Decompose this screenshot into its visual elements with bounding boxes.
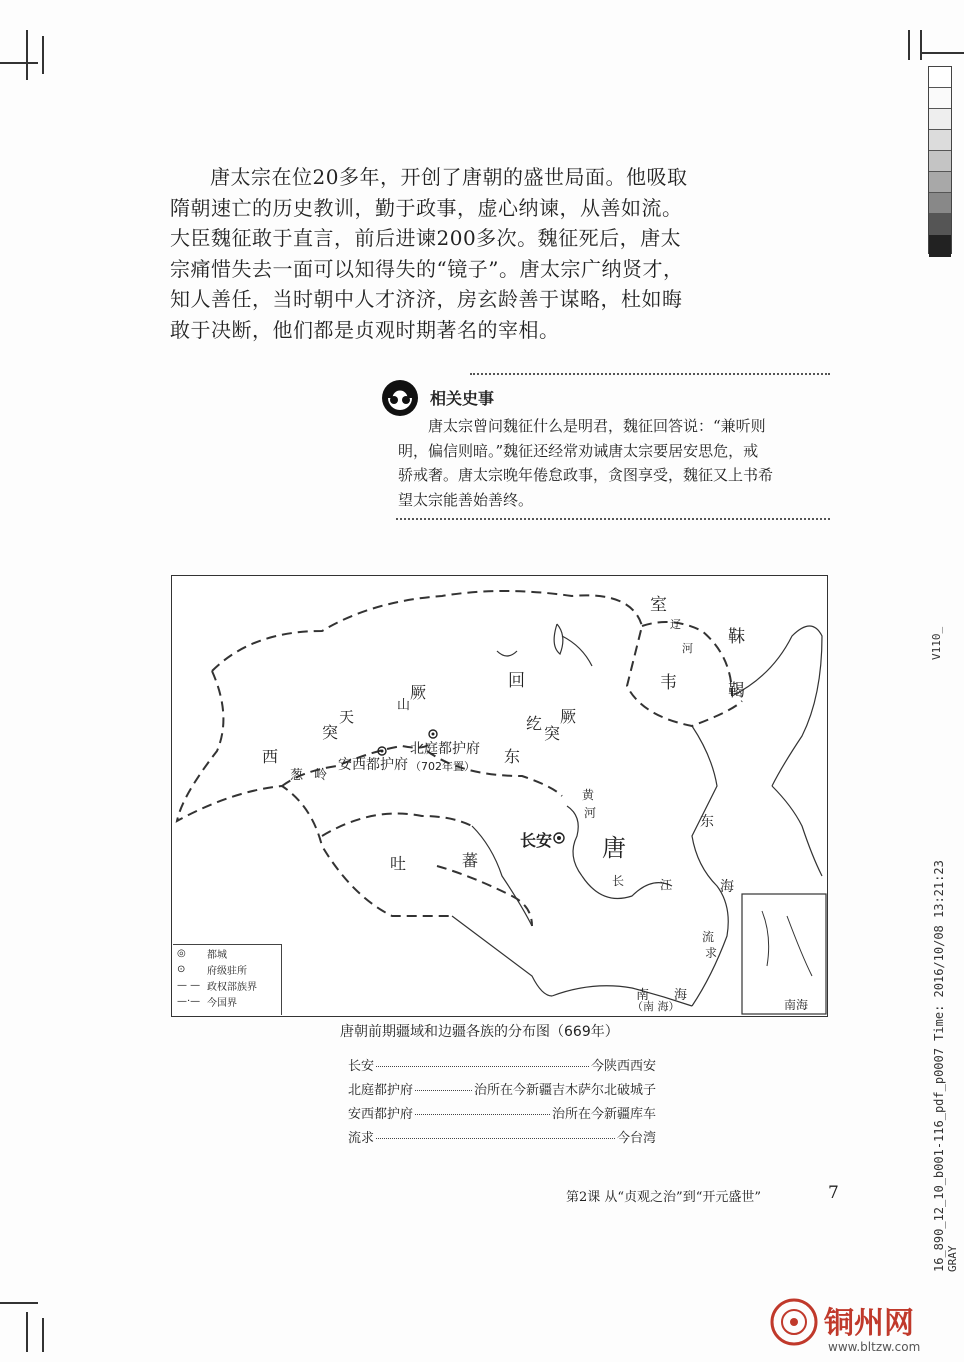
map-label-tu-r: 突 [544,724,561,743]
glossary-desc: 治所在今新疆吉木萨尔北破城子 [473,1083,656,1098]
crop-mark-tl-v [26,30,28,80]
map-label-jue-r: 厥 [560,707,577,726]
map-label-nanhai-hai: 海 [674,988,688,1003]
side-meta-text: 16_890_12_10_b001-116_pdf_p0007 Time: 2016/10/08 13:21:23 [932,860,946,1272]
paragraph-line: 敢于决断，他们都是贞观时期著名的宰相。 [170,317,560,342]
map-label-dong: 东 [504,747,521,766]
map-label-liao: 辽 [670,618,681,631]
map-label-tu: 吐 [390,854,407,873]
map-caption: 唐朝前期疆域和边疆各族的分布图（669年） [340,1024,619,1040]
map-label-qiu: 求 [705,946,718,960]
inset-label-nanhai: 南海 [784,998,809,1012]
map-label-huang-he: 河 [584,806,597,820]
map-label-shan: 山 [397,698,411,713]
map-label-fan: 蕃 [462,851,479,870]
related-line: 骄戒奢。唐太宗晚年倦怠政事，贪图享受，魏征又上书希 [398,466,774,484]
glossary-term: 安西都护府 [348,1107,414,1122]
related-box-top-rule [470,373,830,375]
legend-label: 都城 [207,949,227,961]
crop-mark-tr-v2 [920,30,922,60]
crop-mark-tl-h [0,62,38,64]
glossary-desc: 今陕西西安 [590,1059,656,1074]
crop-mark-bl-v [26,1312,28,1352]
map-label-hui: 回 [508,671,525,691]
paragraph-line: 宗痛惜失去一面可以知得失的“镜子”。唐太宗广纳贤才， [170,256,684,281]
map-label-changan: 长安 [520,831,553,850]
glossary-term: 流求 [348,1131,375,1146]
map-label-tang: 唐 [602,834,626,862]
map-label-he2: 纥 [526,714,543,733]
related-line: 望太宗能善始善终。 [398,490,534,509]
watermark-logo-icon [770,1298,818,1346]
map-label-jue-l: 厥 [410,683,427,702]
glossary-term: 北庭都护府 [348,1083,414,1098]
related-line: 唐太宗曾问魏征什么是明君，魏征回答说：“兼听则 [428,417,766,435]
map-label-tu-l: 突 [322,723,339,742]
map-label-he: 鞨 [728,681,745,701]
side-code-v110: V110_ [930,626,943,660]
related-box-bottom-rule [396,518,830,520]
map-label-xi: 西 [262,747,279,766]
paragraph-line: 大臣魏征敢于直言，前后进谏200多次。魏征死后，唐太 [170,226,682,250]
crop-mark-tl-v2 [42,36,44,74]
map-label-liao-he: 河 [682,642,693,655]
legend-row [173,945,281,961]
legend-row [173,993,281,1009]
map-label-beiting-note: （702年置） [410,760,475,773]
map-label-beiting: 北庭都护府 [410,741,480,757]
related-line: 明，偏信则暗。”魏征还经常劝诫唐太宗要居安思危，戒 [398,441,759,460]
crop-mark-bl-v2 [42,1318,44,1352]
main-paragraph [170,162,700,345]
map-label-wei: 韦 [660,673,677,693]
related-title: 相关史事 [430,389,495,408]
glossary-row [348,1127,656,1146]
legend-row [173,977,281,993]
side-gray-text: GRAY [946,1245,959,1272]
watermark-url: www.bltzw.com [828,1340,921,1354]
map-label-shi: 室 [650,595,667,615]
legend-label: 今国界 [207,997,237,1009]
map-label-jiang: 江 [660,878,673,892]
map-label-cong: 葱 [290,768,304,783]
legend-label: 府级驻所 [207,965,247,977]
map-label-huang: 黄 [582,788,595,802]
map-label-ling: 岭 [314,768,328,783]
glossary-desc: 今台湾 [616,1131,656,1146]
paragraph-line: 隋朝速亡的历史教训，勤于政事，虚心纳谏，从善如流。 [170,195,683,220]
grayscale-strip [928,66,952,254]
related-icon [380,378,420,418]
map-legend [173,944,282,1015]
crop-mark-tr-h [920,52,964,54]
paragraph-line: 唐太宗在位20多年，开创了唐朝的盛世局面。他吸取 [210,165,688,189]
map-label-anxi: 安西都护府 [338,757,408,773]
legend-symbol: ◎ [177,947,186,959]
glossary-row [348,1103,656,1122]
map-label-tian: 天 [339,708,355,726]
legend-symbol: —·— [177,995,201,1007]
watermark-name: 铜州网 [824,1306,914,1341]
crop-mark-bl-h [0,1302,38,1304]
glossary-row [348,1055,656,1074]
paragraph-line: 知人善任，当时朝中人才济济，房玄龄善于谋略，杜如晦 [170,287,683,311]
map-label-nan: 南 [636,988,650,1003]
related-body [398,414,830,512]
lesson-footer: 第2课 从“贞观之治”到“开元盛世” [566,1190,761,1205]
crop-mark-tr-v [908,30,910,60]
legend-label: 政权部族界 [207,981,257,993]
glossary-row [348,1079,656,1098]
page-number: 7 [828,1183,839,1203]
glossary-desc: 治所在今新疆库车 [551,1107,656,1122]
glossary-term: 长安 [348,1059,375,1074]
map-label-dong-sea: 东 [700,814,714,830]
legend-row [173,961,281,977]
map-label-chang: 长 [612,874,625,888]
legend-symbol: ⊙ [177,963,186,975]
map-label-nanhai-sea: （南 海） [632,1000,680,1013]
map-label-mo: 靺 [728,627,745,647]
map-label-hai: 海 [720,879,734,895]
map-label-liu: 流 [702,930,715,944]
legend-symbol: — — [177,979,201,991]
